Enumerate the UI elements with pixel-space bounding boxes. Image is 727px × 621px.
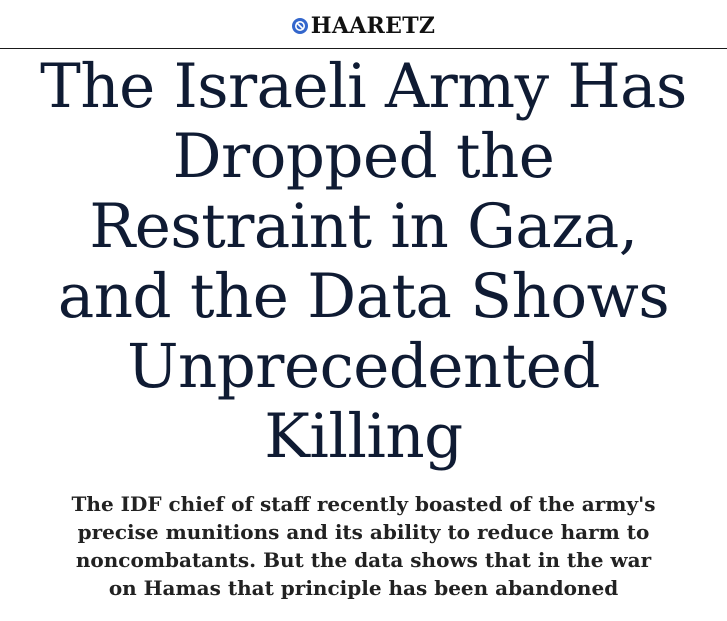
article-subheadline: The IDF chief of staff recently boasted of the army's precise munitions and its ability to reduce harm to noncombatants. But the data shows that in the war on Hamas that principle has been abandoned (71, 492, 656, 600)
masthead (0, 0, 727, 49)
article-headline: The Israeli Army Has Dropped the Restraint in Gaza, and the Data Shows Unprecedented Killing (40, 51, 687, 472)
haaretz-wordmark: HAARETZ (310, 13, 436, 39)
haaretz-logo[interactable] (292, 13, 436, 39)
haaretz-logo-icon (292, 18, 308, 34)
